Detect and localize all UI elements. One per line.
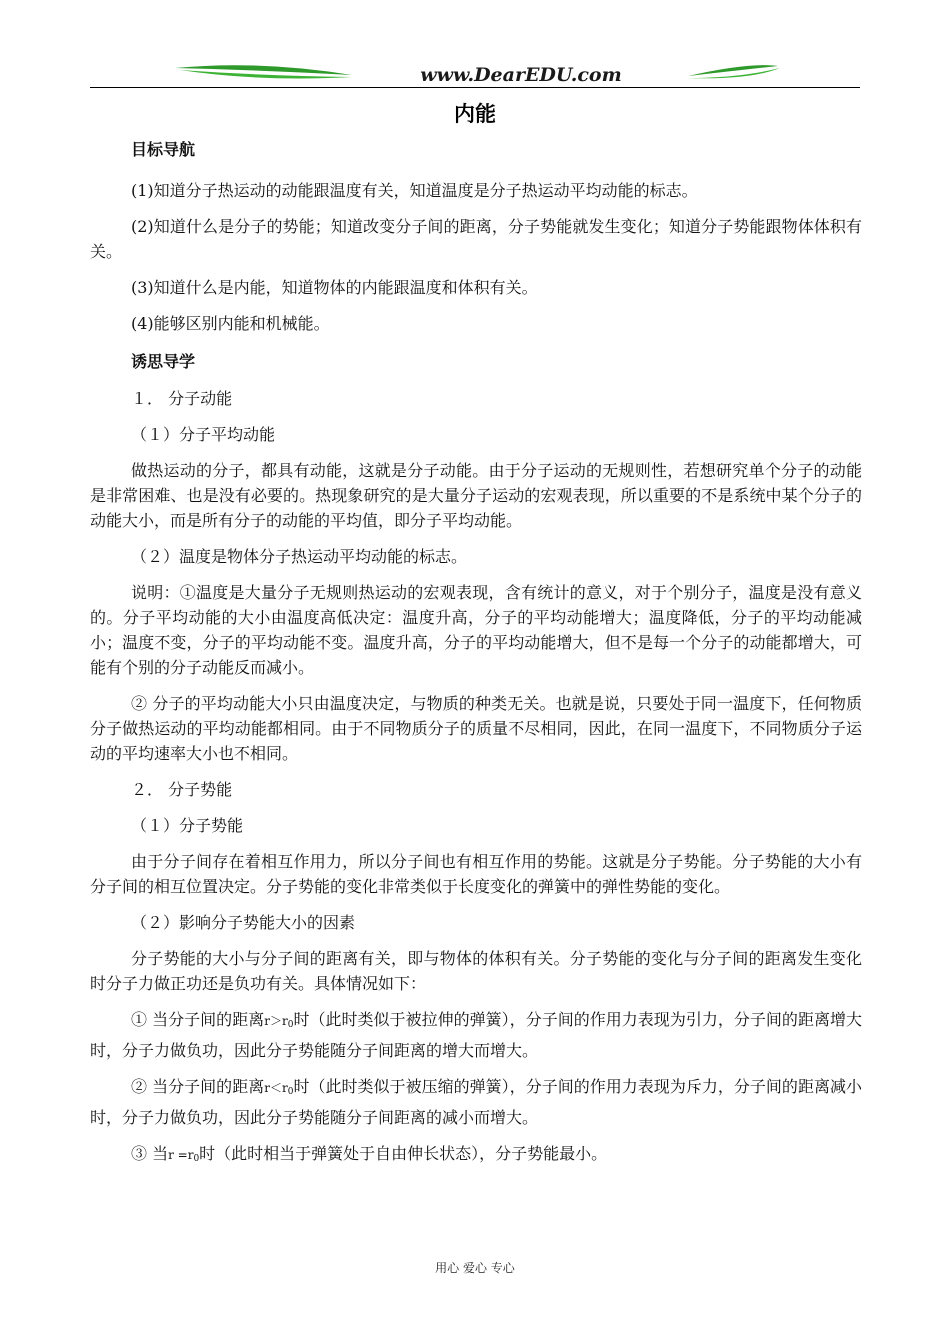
text-run: ③ 当 (131, 1144, 169, 1163)
paragraph (90, 1007, 862, 1063)
formula: r =r (168, 1148, 194, 1162)
text-run: ② 当分子间的距离 (131, 1077, 265, 1096)
formula-subscript: 0 (287, 1020, 294, 1030)
text-run: ① 当分子间的距离 (131, 1010, 265, 1029)
text-run: 时（此时类似于被压缩的弹簧），分子间的作用力表现为斥力，分子间的距离减小时，分子力做负功，因此分子势能随分子间距离的减小而增大。 (90, 1077, 862, 1127)
goal-item: (4)能够区别内能和机械能。 (131, 314, 330, 333)
page-footer: 用心 爱心 专心 (435, 1261, 515, 1275)
paragraph (90, 1141, 862, 1172)
paragraph: 分子势能的大小与分子间的距离有关，即与物体的体积有关。分子势能的变化与分子间的距离发生变化时分子力做正功还是负功有关。具体情况如下： (90, 949, 862, 993)
goal-item: (1)知道分子热运动的动能跟温度有关，知道温度是分子热运动平均动能的标志。 (131, 181, 698, 200)
header-rule (90, 87, 860, 88)
subsection-title: （２）温度是物体分子热运动平均动能的标志。 (131, 547, 468, 566)
goal-item: (2)知道什么是分子的势能；知道改变分子间的距离，分子势能就发生变化；知道分子势能跟物体体积有关。 (90, 217, 862, 261)
paragraph: 说明：①温度是大量分子无规则热运动的宏观表现，含有统计的意义，对于个别分子，温度是没有意义的。分子平均动能的大小由温度高低决定：温度升高，分子的平均动能增大；温度降低，分子的平均动能减小；温度不变，分子的平均动能不变。温度升高，分子的平均动能增大，但不是每一个分子的动能都增大，可能有个别的分子动能反而减小。 (90, 583, 862, 677)
document-title: 内能 (454, 102, 496, 126)
formula-subscript: 0 (193, 1154, 200, 1164)
paragraph: 由于分子间存在着相互作用力，所以分子间也有相互作用的势能。这就是分子势能。分子势能的大小有分子间的相互位置决定。分子势能的变化非常类似于长度变化的弹簧中的弹性势能的变化。 (90, 852, 862, 896)
document-body (90, 138, 862, 1183)
paragraph (90, 1074, 862, 1130)
site-logo-text: www.DearEDU.com (420, 64, 622, 86)
goal-item: (3)知道什么是内能，知道物体的内能跟温度和体积有关。 (131, 278, 538, 297)
subsection-title: （１）分子平均动能 (131, 425, 276, 444)
subsection-title: １． 分子动能 (131, 389, 233, 408)
guide-heading: 诱思导学 (131, 352, 196, 371)
subsection-title: （１）分子势能 (131, 816, 244, 835)
text-run: 时（此时类似于被拉伸的弹簧），分子间的作用力表现为引力，分子间的距离增大时，分子力做负功，因此分子势能随分子间距离的增大而增大。 (90, 1010, 862, 1060)
goals-heading: 目标导航 (131, 140, 196, 159)
formula-subscript: 0 (287, 1087, 294, 1097)
formula: r＞r (264, 1014, 288, 1028)
paragraph: ② 分子的平均动能大小只由温度决定，与物质的种类无关。也就是说，只要处于同一温度下，任何物质分子做热运动的平均动能都相同。由于不同物质分子的质量不尽相同，因此，在同一温度下，不同物质分子运动的平均速率大小也不相同。 (90, 694, 862, 763)
subsection-title: （２）影响分子势能大小的因素 (131, 913, 356, 932)
text-run: 时（此时相当于弹簧处于自由伸长状态），分子势能最小。 (199, 1144, 608, 1163)
paragraph: 做热运动的分子，都具有动能，这就是分子动能。由于分子运动的无规则性，若想研究单个分子的动能是非常困难、也是没有必要的。热现象研究的是大量分子运动的宏观表现，所以重要的不是系统中某个分子的动能大小，而是所有分子的动能的平均值，即分子平均动能。 (90, 461, 862, 530)
formula: r＜r (264, 1081, 288, 1095)
subsection-title: ２． 分子势能 (131, 780, 233, 799)
